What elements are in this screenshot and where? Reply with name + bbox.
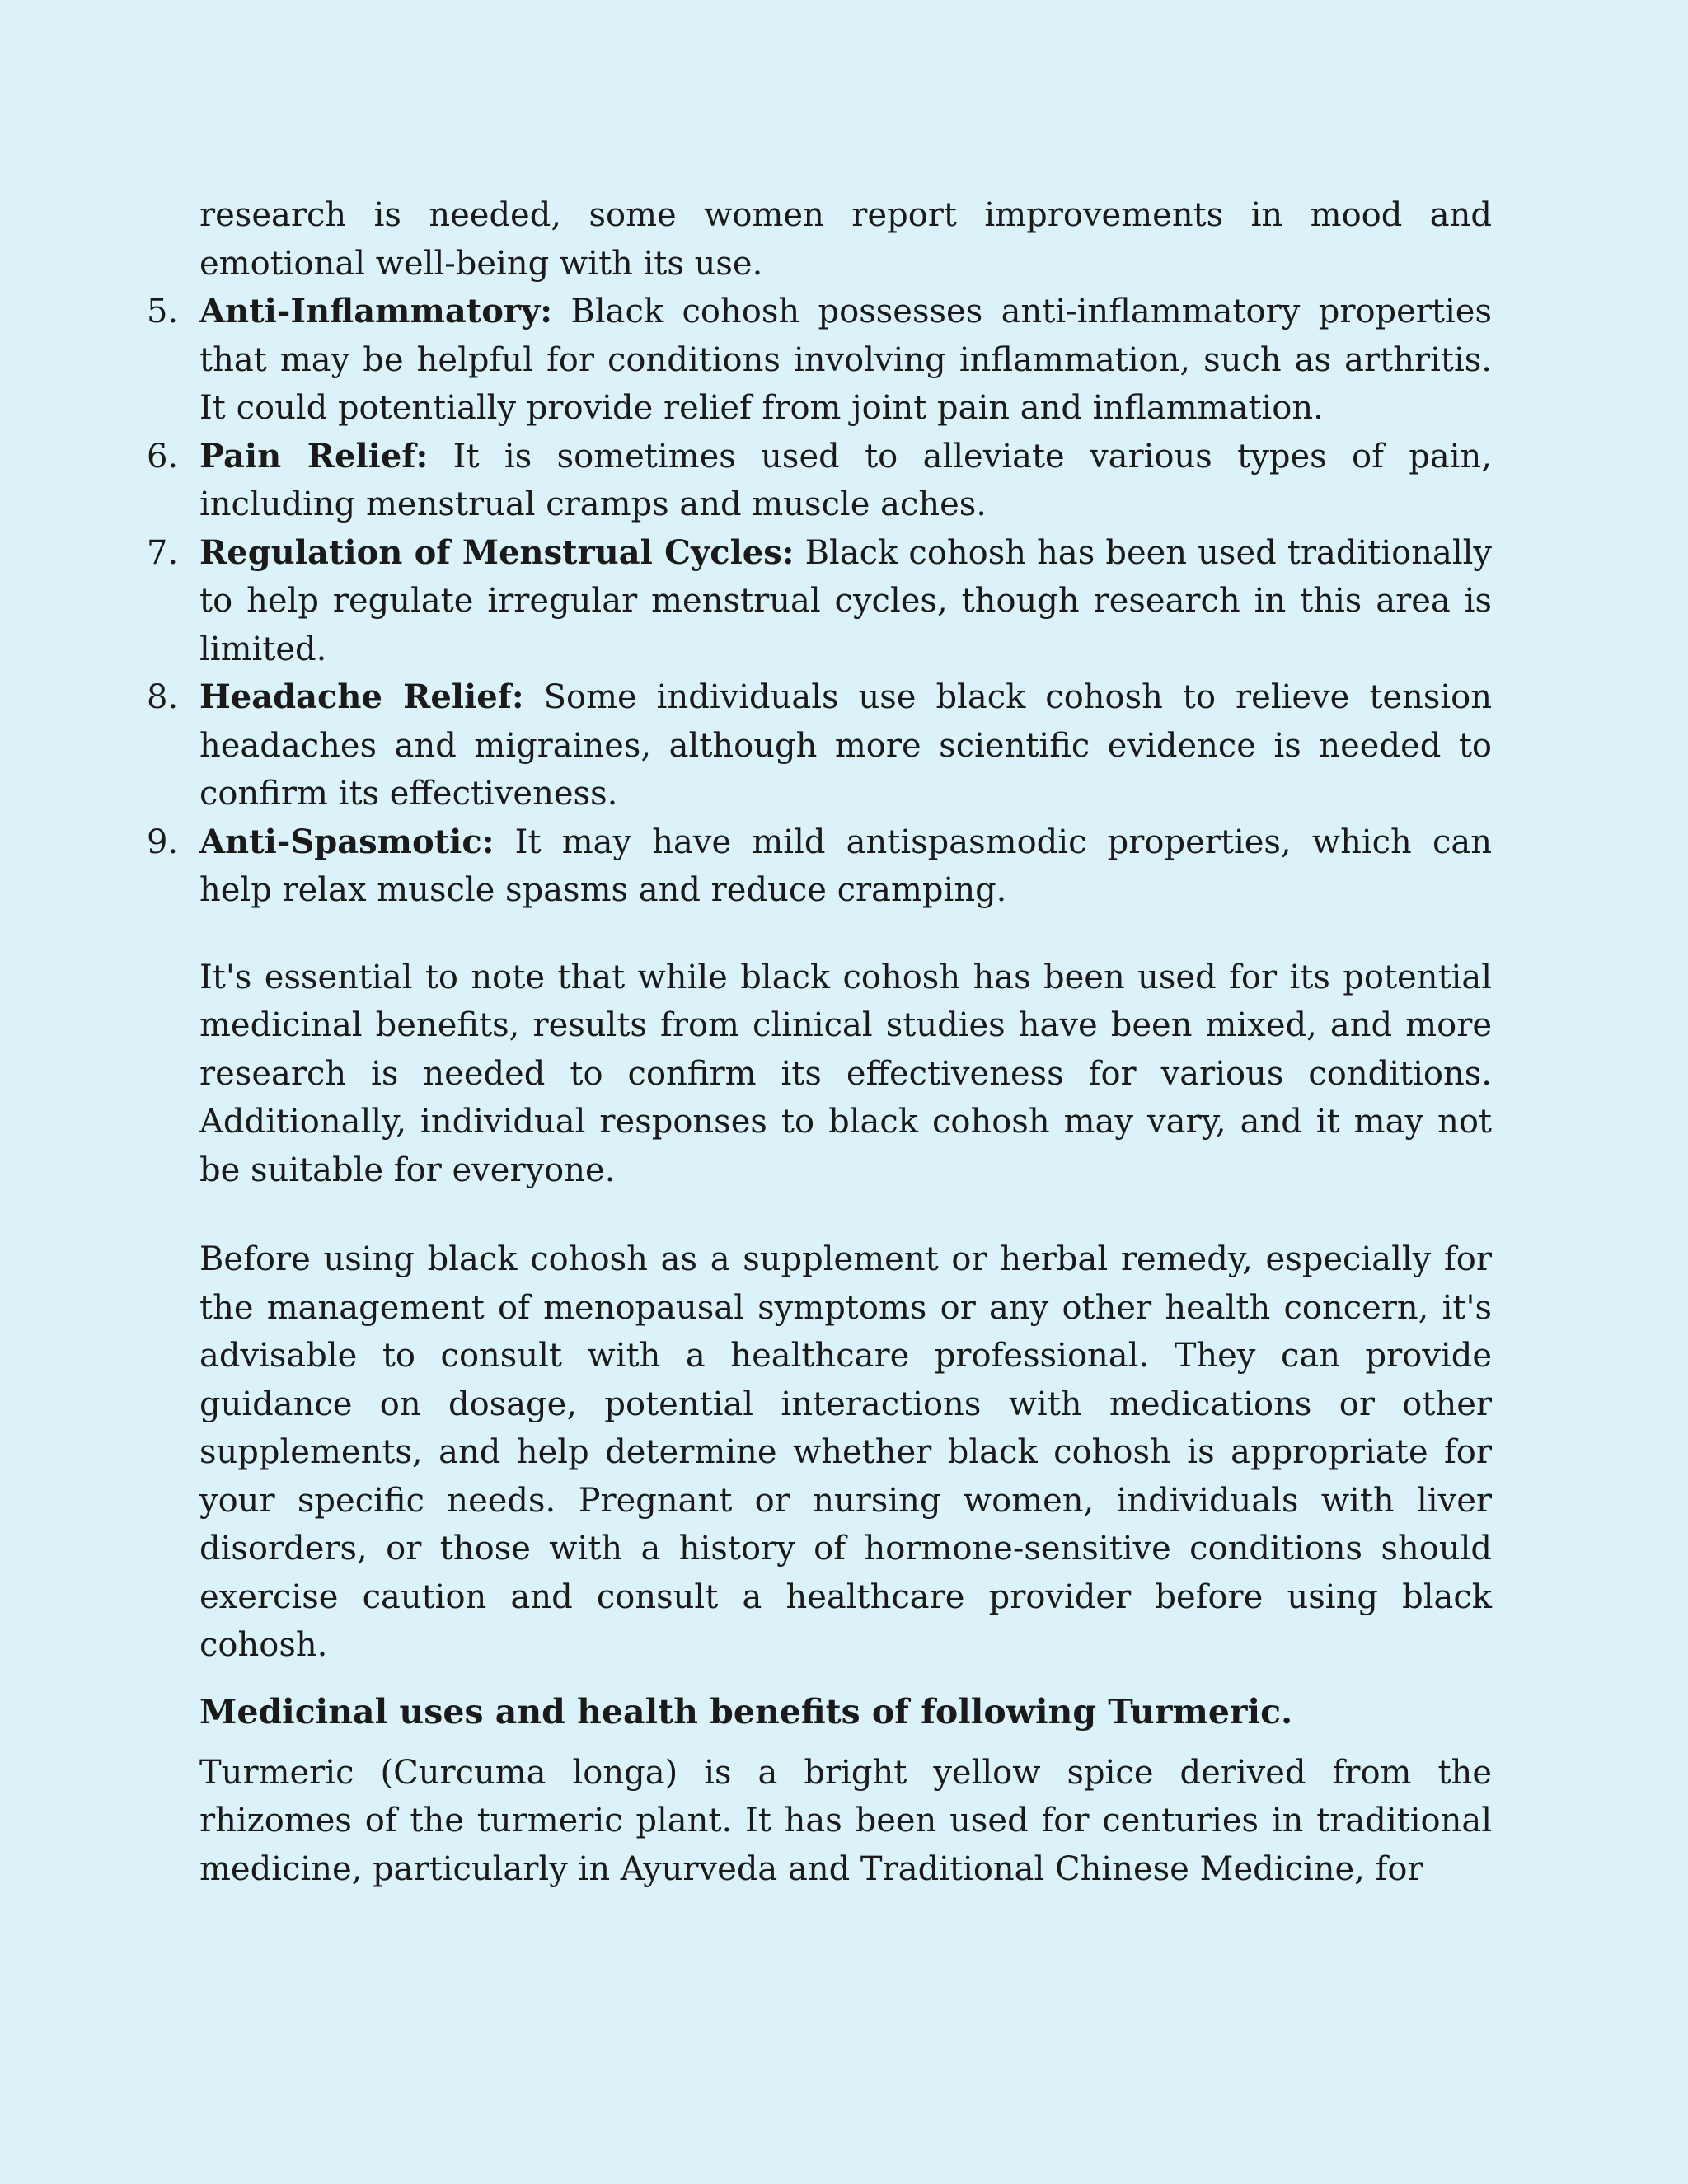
list-item-number: 8. [147,678,179,716]
list-item-number: 5. [147,293,179,330]
turmeric-intro-paragraph: Turmeric (Curcuma longa) is a bright yellow spice derived from the rhizomes of the turmeric plant. It has been used for centuries in traditional medicine, particularly in Ayurveda and Traditional Chinese Medicine, for [199,1753,1492,1888]
list-item [147,529,1493,674]
list-item-number: 9. [147,823,179,861]
list-item-number: 6. [147,437,179,476]
note-paragraph: It's essential to note that while black cohosh has been used for its potential medicinal benefits, results from clinical studies have been mixed, and more research is needed to confirm its effectiveness for various conditions. Additionally, individual responses to black cohosh may vary, and it may not be suitable for everyone. [199,958,1492,1189]
list-item-text: It is sometimes used to alleviate various types of pain, including menstrual cramps and muscle aches. [199,437,1492,523]
document-body [147,191,1493,1893]
list-item-term: Headache Relief: [199,677,524,716]
list-item [147,818,1492,915]
list-item [147,673,1492,818]
list-item-text: Black cohosh possesses anti-inflammatory properties that may be helpful for conditions involving inflammation, such as arthritis. It could potentially provide relief from joint pain and inflammation. [199,293,1492,427]
list-item-term: Anti-Inflammatory: [199,292,552,330]
list-item-term: Anti-Spasmotic: [199,822,495,861]
list-item-term: Regulation of Menstrual Cycles: [199,532,795,572]
list-item-text: Some individuals use black cohosh to relieve tension headaches and migraines, although more scientific evidence is needed to confirm its effectiveness. [199,678,1492,813]
list-item [147,288,1492,433]
list-item-text: It may have mild antispasmodic properties, which can help relax muscle spasms and reduce cramping. [199,823,1492,909]
section-heading: Medicinal uses and health benefits of following Turmeric. [199,1691,1293,1732]
list-item-term: Pain Relief: [199,436,429,476]
intro-continuation-text: research is needed, some women report improvements in mood and emotional well-being with its use. [199,196,1492,283]
list-item [147,433,1492,529]
list-item-text: Black cohosh has been used traditionally to help regulate irregular menstrual cycles, though research in this area is limited. [199,533,1493,668]
benefits-list [147,288,1493,915]
list-item-number: 7. [147,533,179,572]
advice-paragraph: Before using black cohosh as a supplement or herbal remedy, especially for the management of menopausal symptoms or any other health concern, it's advisable to consult with a healthcare professional. They can provide guidance on dosage, potential interactions with medications or other supplements, and help determine whether black cohosh is appropriate for your specific needs. Pregnant or nursing women, individuals with liver disorders, or those with a history of hormone-sensitive conditions should exercise caution and consult a healthcare provider before using black cohosh. [199,1240,1492,1664]
